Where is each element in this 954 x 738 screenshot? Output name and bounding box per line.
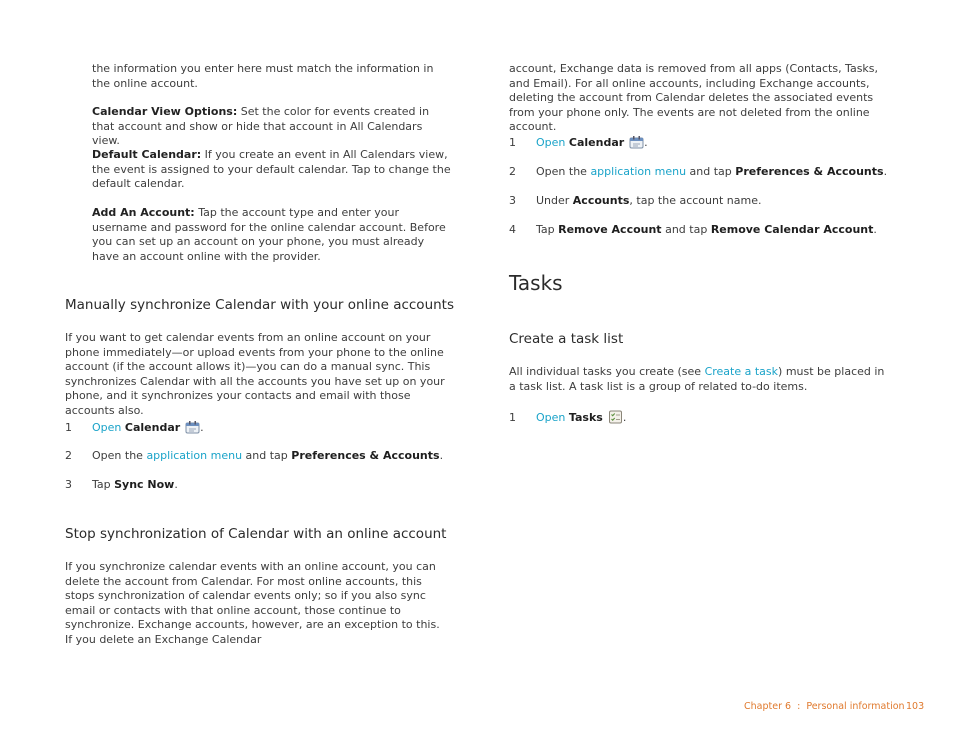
app-name: Calendar [568, 136, 625, 149]
option-default-calendar: Default Calendar: If you create an event in All Calendars view, the event is assigned to your default calendar. Tap to change the default calendar. [92, 148, 451, 191]
step-number: 1 [509, 136, 516, 149]
option-label: Add An Account: [92, 206, 195, 219]
menu-item-name: Accounts [572, 194, 630, 207]
chapter-heading-tasks: Tasks [509, 271, 563, 295]
step-number: 2 [65, 449, 72, 462]
step-number: 4 [509, 223, 516, 236]
section-heading-stop-sync: Stop synchronization of Calendar with an online account [65, 526, 447, 542]
step-number: 1 [509, 411, 516, 424]
section-heading-manual-sync: Manually synchronize Calendar with your online accounts [65, 297, 455, 313]
option-calendar-view: Calendar View Options: Set the color for events created in that account and show or hide that account in All Calendars view. [92, 105, 430, 148]
footer-separator: : [797, 701, 801, 712]
stop-sync-description: If you synchronize calendar events with an online account, you can delete the account from Calendar. For most online accounts, this stops synchronization of calendar events only; so if you also sync email or contacts with that online account, those continue to synchronize. Exchange accounts, however, are an exception to this. If you delete an Exchange Calendar [65, 560, 440, 646]
menu-item-name: Sync Now [114, 478, 175, 491]
step-number: 3 [65, 478, 72, 491]
menu-item-name: Preferences & Accounts [735, 165, 884, 178]
app-name: Calendar [124, 421, 181, 434]
open-link[interactable]: Open [536, 136, 566, 149]
step-number: 3 [509, 194, 516, 207]
manual-sync-description: If you want to get calendar events from an online account on your phone immediately—or upload events from your phone to the online account (if the account allows it)—you can do a manual sync. This synchronizes Calendar with all the accounts you have set up on your phone, and it synchronizes your contacts and email with those accounts also. [65, 331, 445, 417]
application-menu-link[interactable]: application menu [146, 449, 243, 462]
footer-chapter: Chapter 6 [744, 701, 792, 712]
section-heading-create-task-list: Create a task list [509, 331, 624, 347]
tasks-app-icon [608, 410, 623, 429]
calendar-app-icon [185, 420, 200, 439]
option-label: Calendar View Options: [92, 105, 238, 118]
open-link[interactable]: Open [536, 411, 566, 424]
app-name: Tasks [568, 411, 603, 424]
application-menu-link[interactable]: application menu [590, 165, 687, 178]
option-label: Default Calendar: [92, 148, 202, 161]
option-add-account: Add An Account: Tap the account type and enter your username and password for the online calendar account. Before you can set up an account on your phone, you must already have an account online with the provider. [92, 206, 446, 263]
create-a-task-link[interactable]: Create a task [704, 365, 779, 378]
page-number: 103 [906, 701, 925, 712]
menu-item-name: Remove Calendar Account [710, 223, 874, 236]
calendar-app-icon [629, 135, 644, 154]
step-number: 2 [509, 165, 516, 178]
exchange-continuation-text: account, Exchange data is removed from all apps (Contacts, Tasks, and Email). For all online accounts, including Exchange accounts, deleting the account from Calendar deletes the associated events from your phone only. The events are not deleted from the online account. [509, 62, 879, 134]
option-intro-text: the information you enter here must match the information in the online account. [92, 62, 434, 90]
footer-chapter-label [744, 701, 905, 712]
create-task-list-description: All individual tasks you create (see Create a task) must be placed in a task list. A task list is a group of related to-do items. [509, 365, 885, 393]
open-link[interactable]: Open [92, 421, 122, 434]
menu-item-name: Preferences & Accounts [291, 449, 440, 462]
step-number: 1 [65, 421, 72, 434]
menu-item-name: Remove Account [558, 223, 662, 236]
footer-section: Personal information [806, 701, 905, 712]
